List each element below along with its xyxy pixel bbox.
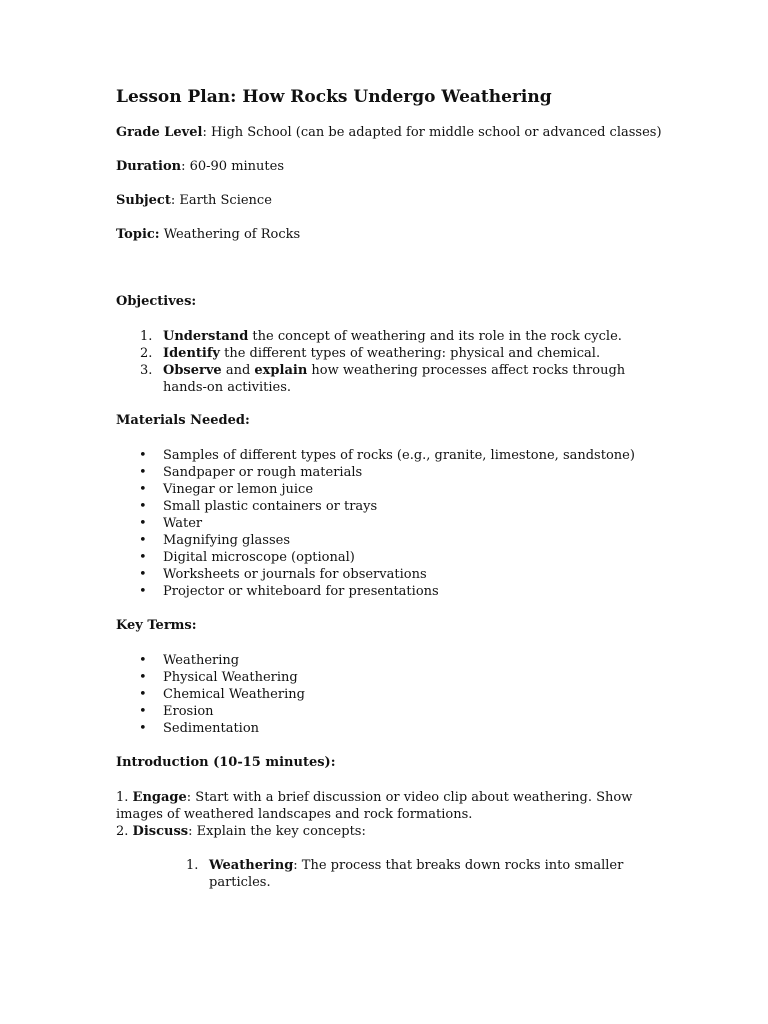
document-page [116,86,716,891]
item-keyword: explain [254,363,308,378]
item-text: Small plastic containers or trays [163,499,378,514]
item-text: Weathering [163,653,240,668]
item-text: Water [163,516,203,531]
item-number: 2. [140,346,153,361]
item-text: Physical Weathering [163,670,298,685]
grade-level [116,124,716,141]
item-number: 1. [140,329,153,344]
list-item [116,583,716,600]
key-terms-heading: Key Terms: [116,618,197,633]
item-text: : The process that breaks down rocks into smaller [293,858,624,873]
list-item [116,345,716,362]
list-item [116,515,716,532]
bullet-dot: • [139,448,147,463]
subject [116,192,716,209]
item-text: how weathering processes affect rocks through [307,363,626,378]
item-keyword: Observe [163,363,222,378]
item-text-continued: particles. [209,875,271,890]
key-terms-list [116,652,716,737]
list-item [116,481,716,498]
list-item [116,857,716,891]
objectives-list [116,328,716,396]
item-text: Samples of different types of rocks (e.g., granite, limestone, sandstone) [163,448,635,463]
step-number: 2. [116,824,133,839]
list-item [116,362,716,396]
item-text: the concept of weathering and its role in the rock cycle. [248,329,622,344]
item-number: 1. [186,858,199,873]
topic [116,226,716,243]
item-number: 3. [140,363,153,378]
item-text: Projector or whiteboard for presentations [163,584,439,599]
item-text: Magnifying glasses [163,533,290,548]
step-keyword: Engage [132,790,187,805]
step-text: : Explain the key concepts: [188,824,366,839]
bullet-dot: • [139,516,147,531]
grade-level-label: Grade Level [116,125,203,140]
item-text-continued: hands-on activities. [163,380,292,395]
step-keyword: Discuss [132,824,189,839]
materials-list [116,447,716,600]
item-text: Sedimentation [163,721,260,736]
introduction-heading: Introduction (10-15 minutes): [116,755,336,770]
step-text: : Start with a brief discussion or video clip about weathering. Show [186,790,633,805]
bullet-dot: • [139,533,147,548]
list-item [116,549,716,566]
item-keyword: Identify [163,346,220,361]
bullet-dot: • [139,653,147,668]
topic-value: Weathering of Rocks [159,227,301,242]
item-text: the different types of weathering: physical and chemical. [219,346,601,361]
item-text: and [221,363,255,378]
step-text-continued: images of weathered landscapes and rock formations. [116,807,473,822]
list-item [116,652,716,669]
key-concepts-list [116,857,716,891]
list-item [116,498,716,515]
bullet-dot: • [139,721,147,736]
objectives-heading: Objectives: [116,294,197,309]
bullet-dot: • [139,550,147,565]
bullet-dot: • [139,499,147,514]
bullet-dot: • [139,584,147,599]
list-item [116,703,716,720]
bullet-dot: • [139,465,147,480]
list-item [116,464,716,481]
bullet-dot: • [139,704,147,719]
list-item [116,532,716,549]
materials-heading: Materials Needed: [116,413,250,428]
step-number: 1. [116,790,133,805]
list-item [116,328,716,345]
item-keyword: Understand [163,329,249,344]
list-item [116,566,716,583]
subject-label: Subject [116,193,171,208]
bullet-dot: • [139,482,147,497]
topic-label: Topic: [116,227,160,242]
item-text: Digital microscope (optional) [163,550,355,565]
grade-level-value: : High School (can be adapted for middle school or advanced classes) [202,125,662,140]
bullet-dot: • [139,670,147,685]
bullet-dot: • [139,567,147,582]
list-item [116,447,716,464]
item-text: Worksheets or journals for observations [163,567,427,582]
duration-value: : 60-90 minutes [181,159,285,174]
introduction-step-discuss [116,823,716,840]
item-text: Erosion [163,704,214,719]
duration-label: Duration [116,159,182,174]
page-title: Lesson Plan: How Rocks Undergo Weathering [116,87,552,107]
item-text: Sandpaper or rough materials [163,465,363,480]
bullet-dot: • [139,687,147,702]
list-item [116,669,716,686]
list-item [116,686,716,703]
list-item [116,720,716,737]
item-keyword: Weathering [209,858,294,873]
introduction-step-engage [116,789,716,823]
item-text: Vinegar or lemon juice [163,482,314,497]
item-text: Chemical Weathering [163,687,305,702]
duration [116,158,716,175]
subject-value: : Earth Science [170,193,272,208]
